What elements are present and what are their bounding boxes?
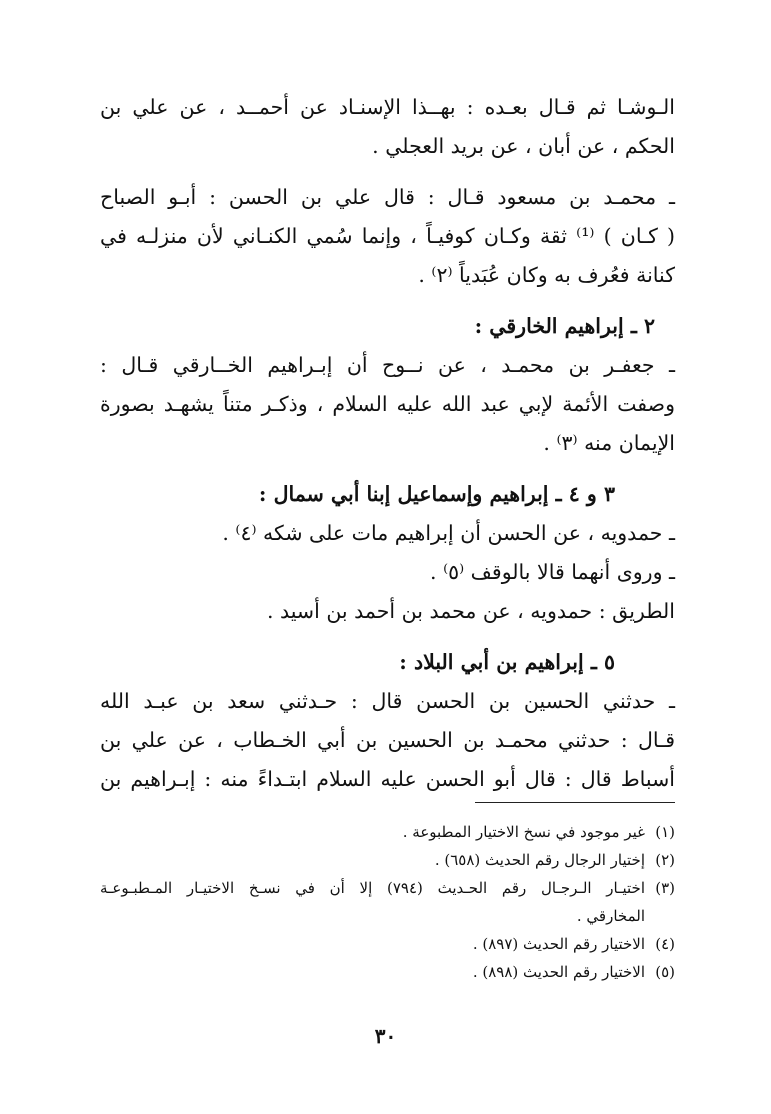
- footnote-1: [100, 818, 675, 846]
- footnote-text: غير موجود في نسخ الاختيار المطبوعة .: [402, 823, 645, 841]
- text-line: ـ حدثني الحسين بن الحسن قال : حـدثني سعد بن عبـد الله: [100, 689, 675, 713]
- paragraph-1: [100, 88, 675, 166]
- paragraph-5: [100, 682, 675, 799]
- footnote-number: (١): [655, 823, 675, 841]
- footnote-5: [100, 958, 675, 986]
- footnote-text: المخارقي .: [576, 907, 645, 925]
- text-line: قـال : حدثني محمـد بن الحسين بن أبي الخـطاب ، عن علي بن: [100, 728, 675, 752]
- text-line: الـوشـا ثم قـال بعـده : بهــذا الإسنـاد عن أحمــد ، عن علي بن: [100, 95, 675, 119]
- footnote-number: (٤): [655, 935, 675, 953]
- text-line: ( كـان ) ⁽¹⁾ ثقة وكـان كوفيـاً ، وإنما سُمي الكنـاني لأن منزلـه في: [100, 224, 675, 248]
- text-line: ـ وروى أنهما قالا بالوقف ⁽٥⁾ .: [430, 560, 675, 584]
- page-body: [100, 88, 675, 811]
- footnote-number: (٢): [655, 851, 675, 869]
- paragraph-2: [100, 178, 675, 295]
- footnote-number: (٥): [655, 963, 675, 981]
- footnote-3-continuation: [100, 902, 675, 930]
- footnote-3: [100, 874, 675, 902]
- page-number: ٣٠: [374, 1024, 397, 1048]
- footnote-divider: [475, 802, 675, 803]
- paragraph-3: [100, 346, 675, 463]
- footnote-text: اختيـار الـرجـال رقم الحـديث (٧٩٤) إلا أن في نسـخ الاختيـار المـطبـوعـة: [100, 879, 645, 897]
- footnote-text: الاختيار رقم الحديث (٨٩٧) .: [472, 935, 645, 953]
- paragraph-4: [100, 514, 675, 631]
- footnote-2: [100, 846, 675, 874]
- text-line: ـ جعفـر بن محمـد ، عن نــوح أن إبـراهيم الخــارقي قـال :: [100, 353, 675, 377]
- text-line: وصفت الأئمة لإبي عبد الله عليه السلام ، وذكـر متناً يشهـد بصورة: [100, 392, 675, 416]
- footnote-number: (٣): [655, 879, 675, 897]
- text-line: ـ حمدويه ، عن الحسن أن إبراهيم مات على شكه ⁽٤⁾ .: [222, 521, 675, 545]
- text-line: ـ محمـد بن مسعود قـال : قال علي بن الحسن : أبـو الصباح: [100, 185, 675, 209]
- text-line: الحكم ، عن أبان ، عن بريد العجلي .: [372, 134, 675, 158]
- section-heading-2: ٢ ـ إبراهيم الخارقي :: [474, 314, 655, 338]
- section-heading-3-4: ٣ و ٤ ـ إبراهيم وإسماعيل إبنا أبي سمال :: [258, 482, 615, 506]
- text-line: الإيمان منه ⁽٣⁾ .: [543, 431, 675, 455]
- footnotes: [100, 818, 675, 986]
- footnote-text: الاختيار رقم الحديث (٨٩٨) .: [472, 963, 645, 981]
- footnote-text: إختيار الرجال رقم الحديث (٦٥٨) .: [434, 851, 645, 869]
- footnote-4: [100, 930, 675, 958]
- section-heading-5: ٥ ـ إبراهيم بن أبي البلاد :: [399, 650, 615, 674]
- text-line: كنانة فعُرف به وكان عُبَدياً ⁽٢⁾ .: [418, 263, 675, 287]
- text-line: أسباط قال : قال أبو الحسن عليه السلام ابتـداءً منه : إبـراهيم بن: [100, 767, 675, 791]
- text-line: الطريق : حمدويه ، عن محمد بن أحمد بن أسيد .: [266, 599, 675, 623]
